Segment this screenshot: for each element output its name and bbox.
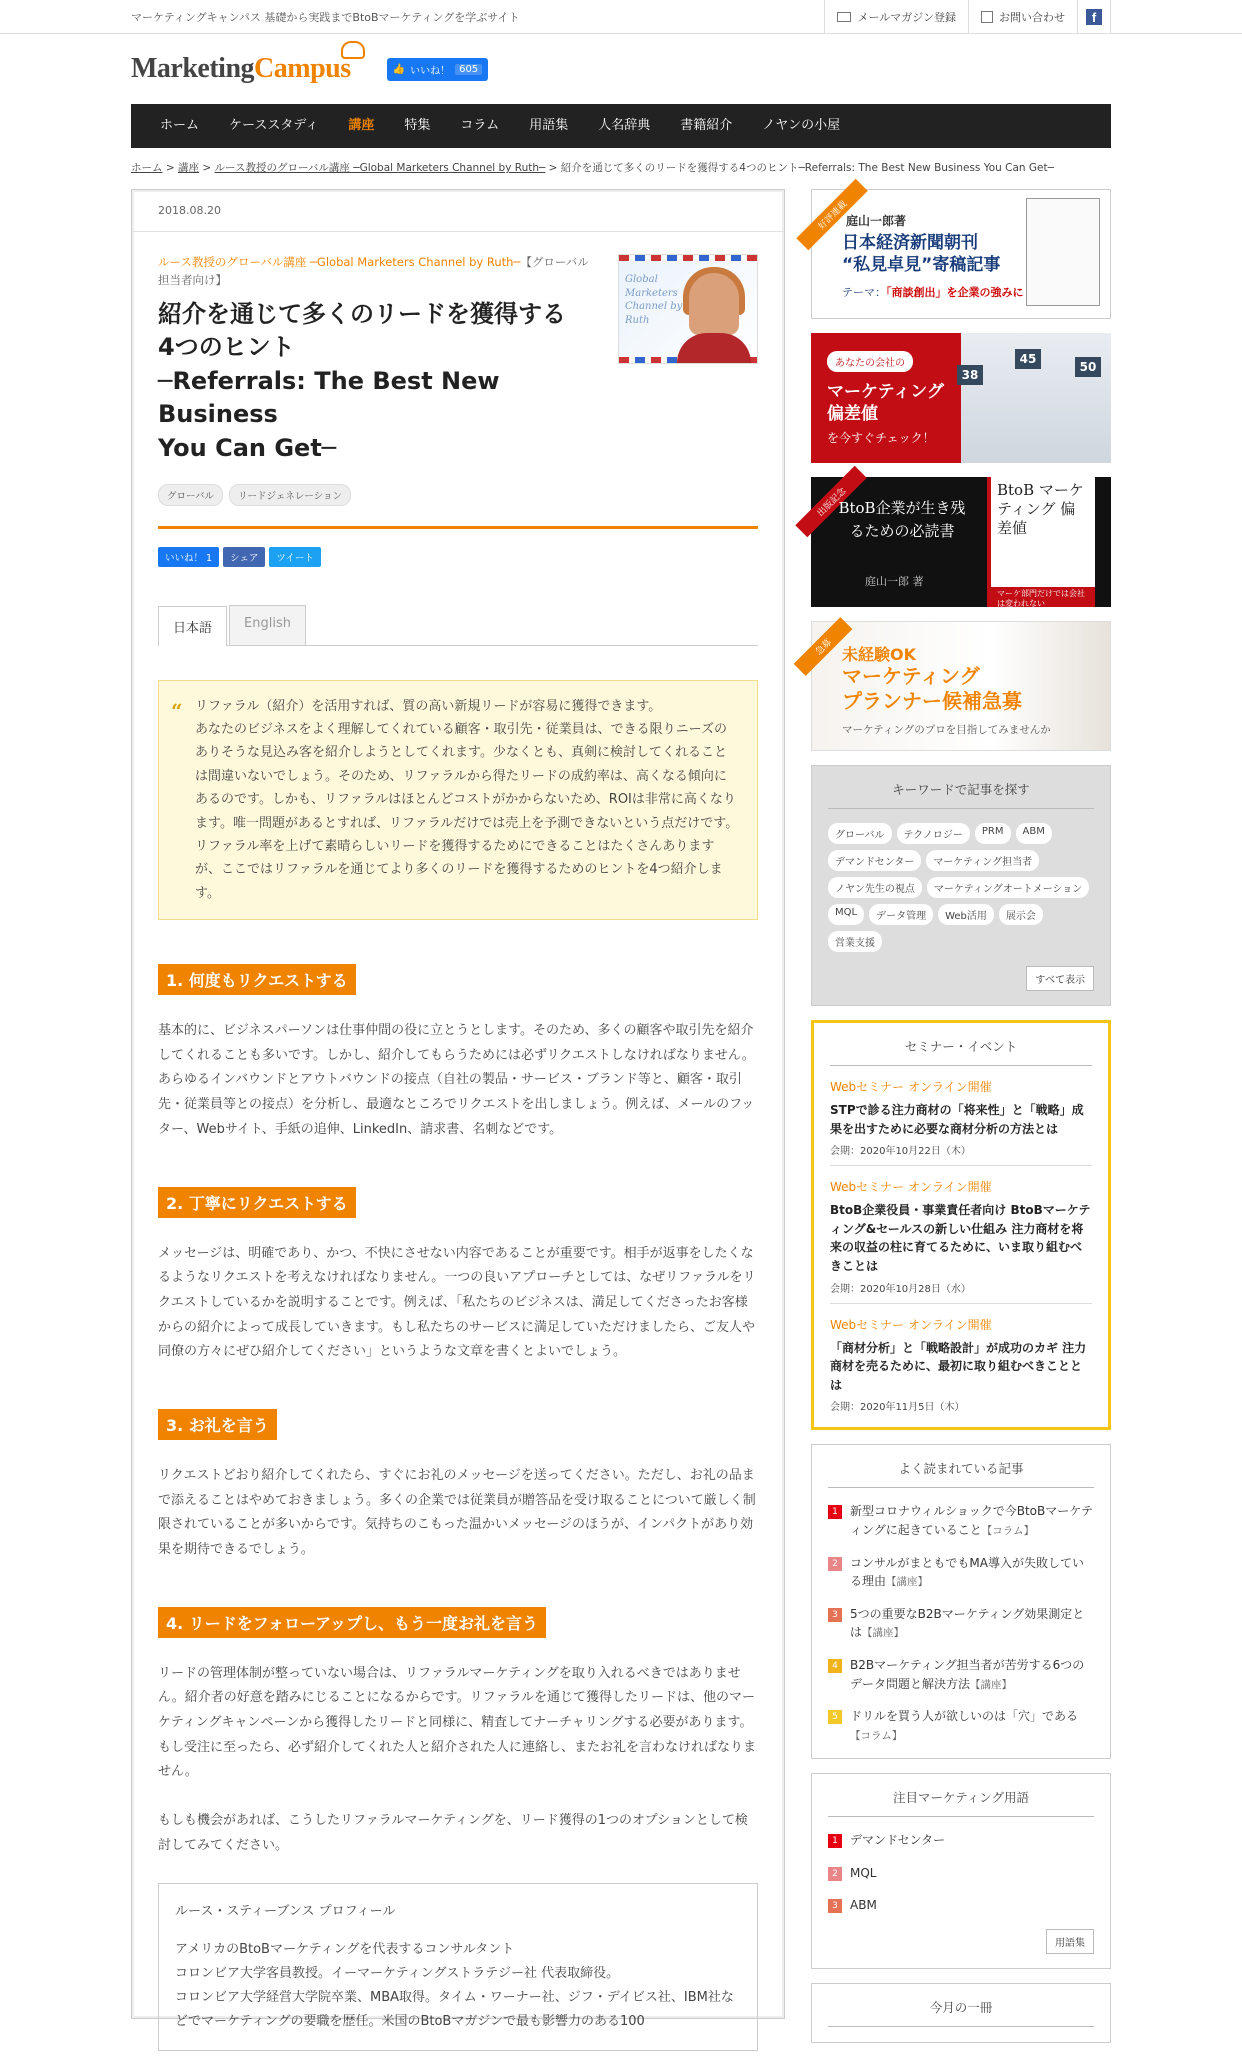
popular-item[interactable]: 5 ドリルを買う人が欲しいのは「穴」である【コラム】	[828, 1707, 1094, 1744]
keyword-tag[interactable]: MQL	[828, 904, 864, 925]
share-buttons	[158, 547, 758, 567]
breadcrumb-series[interactable]: ルース教授のグローバル講座 ─Global Marketers Channel by Ruth─	[214, 162, 546, 174]
section-body-3: リクエストどおり紹介してくれたら、すぐにお礼のメッセージを送ってください。ただし、お礼の品まで添えることはやめておきましょう。多くの企業では従業員が贈答品を受け取ることについて厳しく制限されていることが多いからです。気持ちのこもった温かいメッセージのほうが、インパクトがあり効果を期待できるでしょう。	[158, 1467, 756, 1558]
nav-books[interactable]: 書籍紹介	[680, 118, 733, 133]
tag-global[interactable]: グローバル	[158, 484, 223, 506]
keyword-tag[interactable]: マーケティング担当者	[926, 850, 1039, 871]
popular-item[interactable]: 4 B2Bマーケティング担当者が苦労する6つのデータ問題と解決方法【講座】	[828, 1656, 1094, 1693]
profile-title: ルース・スティーブンス プロフィール	[175, 1903, 396, 1919]
newspaper-image	[1026, 198, 1100, 306]
popular-item[interactable]: 3 5つの重要なB2Bマーケティング効果測定とは【講座】	[828, 1605, 1094, 1642]
book-title: 今月の一冊	[828, 1998, 1094, 2027]
tab-japanese[interactable]: 日本語	[158, 606, 227, 646]
series-link[interactable]: ルース教授のグローバル講座 ─Global Marketers Channel by Ruth─	[158, 255, 521, 269]
facebook-like-article[interactable]: いいね！ 1	[158, 547, 219, 567]
section-heading-1: 1. 何度もリクエストする	[158, 964, 356, 995]
keyword-tag[interactable]: PRM	[975, 823, 1011, 844]
section-body-4: リードの管理体制が整っていない場合は、リファラルマーケティングを取り入れるべきではありません。紹介者の好意を踏みにじることになるからです。リファラルを通じて獲得したリードは、他のマーケティングキャンペーンから獲得したリードと同様に、精査してナーチャリングする必要があります。もし受注に至ったら、必ず紹介してくれた人と紹介された人に連絡し、またお礼を言わなければなりません。	[158, 1665, 757, 1780]
article-date: 2018.08.20	[132, 204, 784, 232]
series-thumbnail	[618, 254, 758, 364]
breadcrumb: ホーム > 講座 > ルース教授のグローバル講座 ─Global Marketers Channel by Ruth─ > 紹介を通じて多くのリードを獲得する4つのヒント─Referrals: The Best New Business You Can Get─	[131, 162, 1054, 174]
quote-icon: “	[171, 698, 183, 723]
thumbnail-text: Global Marketers Channel by Ruth	[625, 274, 683, 326]
author-profile: ルース・スティーブンス プロフィール アメリカのBtoBマーケティングを代表するコンサルタント コロンビア大学客員教授。イーマーケティングストラテジー社 代表取締役。 コロンビア大学経営大学院卒業、MBA取得。タイム・ワーナー社、ジフ・デイビス社、IBM社などでマーケティングの要職を歴任。米国のBtoBマガジンで最も影響力のある100	[158, 1883, 758, 2051]
breadcrumb-home[interactable]: ホーム	[131, 162, 163, 174]
site-logo[interactable]: MarketingCampus	[131, 53, 351, 85]
nav-noyan[interactable]: ノヤンの小屋	[762, 118, 841, 133]
nav-column[interactable]: コラム	[460, 118, 500, 133]
facebook-link[interactable]	[1077, 0, 1111, 34]
nav-feature[interactable]: 特集	[404, 118, 431, 133]
nav-lecture[interactable]: 講座	[348, 118, 375, 133]
facebook-icon: f	[1086, 9, 1102, 25]
tab-english[interactable]: English	[229, 605, 306, 645]
event-item[interactable]: Webセミナー オンライン開催 「商材分析」と「戦略設計」が成功のカギ 注力商材を売るために、最初に取り組むべきこととは 会期：2020年11月5日（木）	[830, 1317, 1087, 1414]
audience-label: 【グローバル担当者向け】	[158, 255, 589, 287]
section-heading-2: 2. 丁寧にリクエストする	[158, 1187, 356, 1218]
keyword-tag[interactable]: 営業支援	[828, 931, 882, 952]
keyword-title: キーワードで記事を探す	[828, 780, 1094, 809]
keyword-tag[interactable]: ABM	[1016, 823, 1052, 844]
article-summary: “ リファラル（紹介）を活用すれば、質の高い新規リードが容易に獲得できます。 あなたのビジネスをよく理解してくれている顧客・取引先・従業員は、できる限りニーズのありそうな見込み客を紹介しようとしてくれます。少なくとも、真剣に検討してくれることは間違いないでしょう。そのため、リファラルから得たリードの成約率は、高くなる傾向にあるのです。しかも、リファラルはほとんどコストがかからないため、ROIは非常に高くなります。唯一問題があるとすれば、リファラルだけでは売上を予測できないという点だけです。 リファラル率を上げて素晴らしいリードを獲得するためにできることはたくさんありますが、ここではリファラルを通じてより多くのリードを獲得するためのヒントを4つ紹介します。	[158, 680, 758, 921]
author-portrait	[689, 273, 739, 335]
events-title: セミナー・イベント	[830, 1037, 1092, 1066]
event-item[interactable]: Webセミナー オンライン開催 BtoB企業役員・事業責任者向け BtoBマーケティング&セールスの新しい仕組み 注力商材を将来の収益の柱に育てるために、いま取り組むべきことは 会期：2020年10月28日（水）	[830, 1166, 1092, 1303]
nikkei-article-banner[interactable]: 好評連載 庭山一郎著 日本経済新聞朝刊 “私見卓見”寄稿記事 テーマ：「商談創出」を企業の強みに	[811, 189, 1111, 319]
show-all-keywords-button[interactable]: すべて表示	[1026, 966, 1094, 991]
thumbs-up-icon: 👍	[392, 63, 406, 75]
main-nav	[131, 104, 1111, 148]
site-header	[131, 34, 1111, 104]
article-title: 紹介を通じて多くのリードを獲得する 4つのヒント ─Referrals: The Best New Business You Can Get─	[158, 299, 566, 462]
newsletter-link[interactable]: メールマガジン登録	[824, 0, 968, 34]
nav-home[interactable]: ホーム	[160, 118, 200, 133]
contact-link[interactable]: お問い合わせ	[968, 0, 1077, 34]
nav-case-study[interactable]: ケーススタディ	[229, 118, 319, 133]
featured-terms	[811, 1773, 1111, 1969]
facebook-share[interactable]: シェア	[223, 547, 265, 567]
keyword-tag[interactable]: デマンドセンター	[828, 850, 921, 871]
book-banner[interactable]: 出版記念 BtoB企業が生き残るための必読書 庭山一郎 著 BtoB マーケティング 偏差値 マーケ部門だけでは会社は変われない	[811, 477, 1111, 607]
section-body-1: 基本的に、ビジネスパーソンは仕事仲間の役に立とうとします。そのため、多くの顧客や取引先を紹介してくれることも多いです。しかし、紹介してもらうためには必ずリクエストしなければなりません。あらゆるインバウンドとアウトバウンドの接点（自社の製品・サービス・ブランド等と、顧客・取引先・従業員等との接点）を分析し、最適なところでリクエストを出しましょう。例えば、メールのフッター、Webサイト、手紙の追伸、LinkedIn、請求書、名刺などです。	[158, 1023, 755, 1137]
book-of-month	[811, 1983, 1111, 2043]
closing-paragraph: もしも機会があれば、こうしたリファラルマーケティングを、リード獲得の1つのオプションとして検討してみてください。	[158, 1813, 748, 1853]
popular-item[interactable]: 1 新型コロナウィルショックで今BtoBマーケティングに起きていること【コラム】	[828, 1502, 1094, 1539]
terms-title: 注目マーケティング用語	[828, 1788, 1094, 1817]
nav-glossary[interactable]: 用語集	[529, 118, 569, 133]
keyword-tag[interactable]: グローバル	[828, 823, 892, 844]
nav-people[interactable]: 人名辞典	[598, 118, 651, 133]
site-tagline: マーケティングキャンパス 基礎から実践までBtoBマーケティングを学ぶサイト	[131, 11, 520, 24]
facebook-like-button[interactable]: 👍 いいね！ 605	[387, 58, 489, 81]
keyword-tag[interactable]: 展示会	[999, 904, 1043, 925]
top-bar	[0, 0, 1242, 34]
sidebar	[811, 189, 1111, 2057]
article	[131, 189, 785, 2029]
form-icon	[981, 11, 993, 23]
breadcrumb-current: > 紹介を通じて多くのリードを獲得する4つのヒント─Referrals: The Best New Business You Can Get─	[545, 162, 1054, 174]
recruit-banner[interactable]: 急募 未経験OK マーケティング プランナー候補急募 マーケティングのプロを目指してみませんか	[811, 621, 1111, 751]
keyword-tag[interactable]: Web活用	[938, 904, 994, 925]
marketing-score-banner[interactable]: あなたの会社の マーケティング 偏差値 を今すぐチェック！ 38 45 50	[811, 333, 1111, 463]
popular-articles	[811, 1444, 1111, 1759]
glossary-button[interactable]: 用語集	[1046, 1929, 1094, 1954]
term-item[interactable]: 2 MQL	[828, 1864, 1094, 1883]
term-item[interactable]: 1 デマンドセンター	[828, 1831, 1094, 1850]
event-item[interactable]: Webセミナー オンライン開催 STPで診る注力商材の「将来性」と「戦略」成果を出すために必要な商材分析の方法とは 会期：2020年10月22日（木）	[830, 1066, 1092, 1166]
tweet-button[interactable]: ツイート	[269, 547, 321, 567]
tag-lead-generation[interactable]: リードジェネレーション	[229, 484, 351, 506]
like-count: 605	[455, 64, 482, 75]
keyword-tag[interactable]: マーケティングオートメーション	[927, 877, 1089, 898]
breadcrumb-lecture[interactable]: 講座	[177, 162, 199, 174]
popular-title: よく読まれている記事	[828, 1459, 1094, 1488]
popular-item[interactable]: 2 コンサルがまともでもMA導入が失敗している理由【講座】	[828, 1554, 1094, 1591]
section-heading-4: 4. リードをフォローアップし、もう一度お礼を言う	[158, 1607, 546, 1638]
keyword-search	[811, 765, 1111, 1006]
book-cover-image: BtoB マーケティング 偏差値 マーケ部門だけでは会社は変われない	[987, 477, 1095, 607]
keyword-tag[interactable]: データ管理	[869, 904, 933, 925]
article-tags	[158, 484, 758, 506]
mail-icon	[837, 12, 851, 22]
section-body-2: メッセージは、明確であり、かつ、不快にさせない内容であることが重要です。相手が返事をしたくなるようなリクエストを考えなければなりません。一つの良いアプローチとしては、なぜリファラルをリクエストしているかを説明することです。例えば、「私たちのビジネスは、満足してくださったお客様からの紹介によって成長していきます。もし私たちのサービスに満足していただけましたら、ご友人や同僚の方々にぜひ紹介してください」というような文章を書くとよいでしょう。	[158, 1245, 756, 1360]
owl-icon	[341, 41, 365, 59]
section-heading-3: 3. お礼を言う	[158, 1409, 277, 1440]
keyword-tag[interactable]: テクノロジー	[897, 823, 970, 844]
keyword-tag[interactable]: ノヤン先生の視点	[828, 877, 922, 898]
divider	[158, 526, 758, 529]
seminar-events	[811, 1020, 1111, 1430]
language-tabs	[158, 605, 758, 646]
term-item[interactable]: 3 ABM	[828, 1896, 1094, 1915]
